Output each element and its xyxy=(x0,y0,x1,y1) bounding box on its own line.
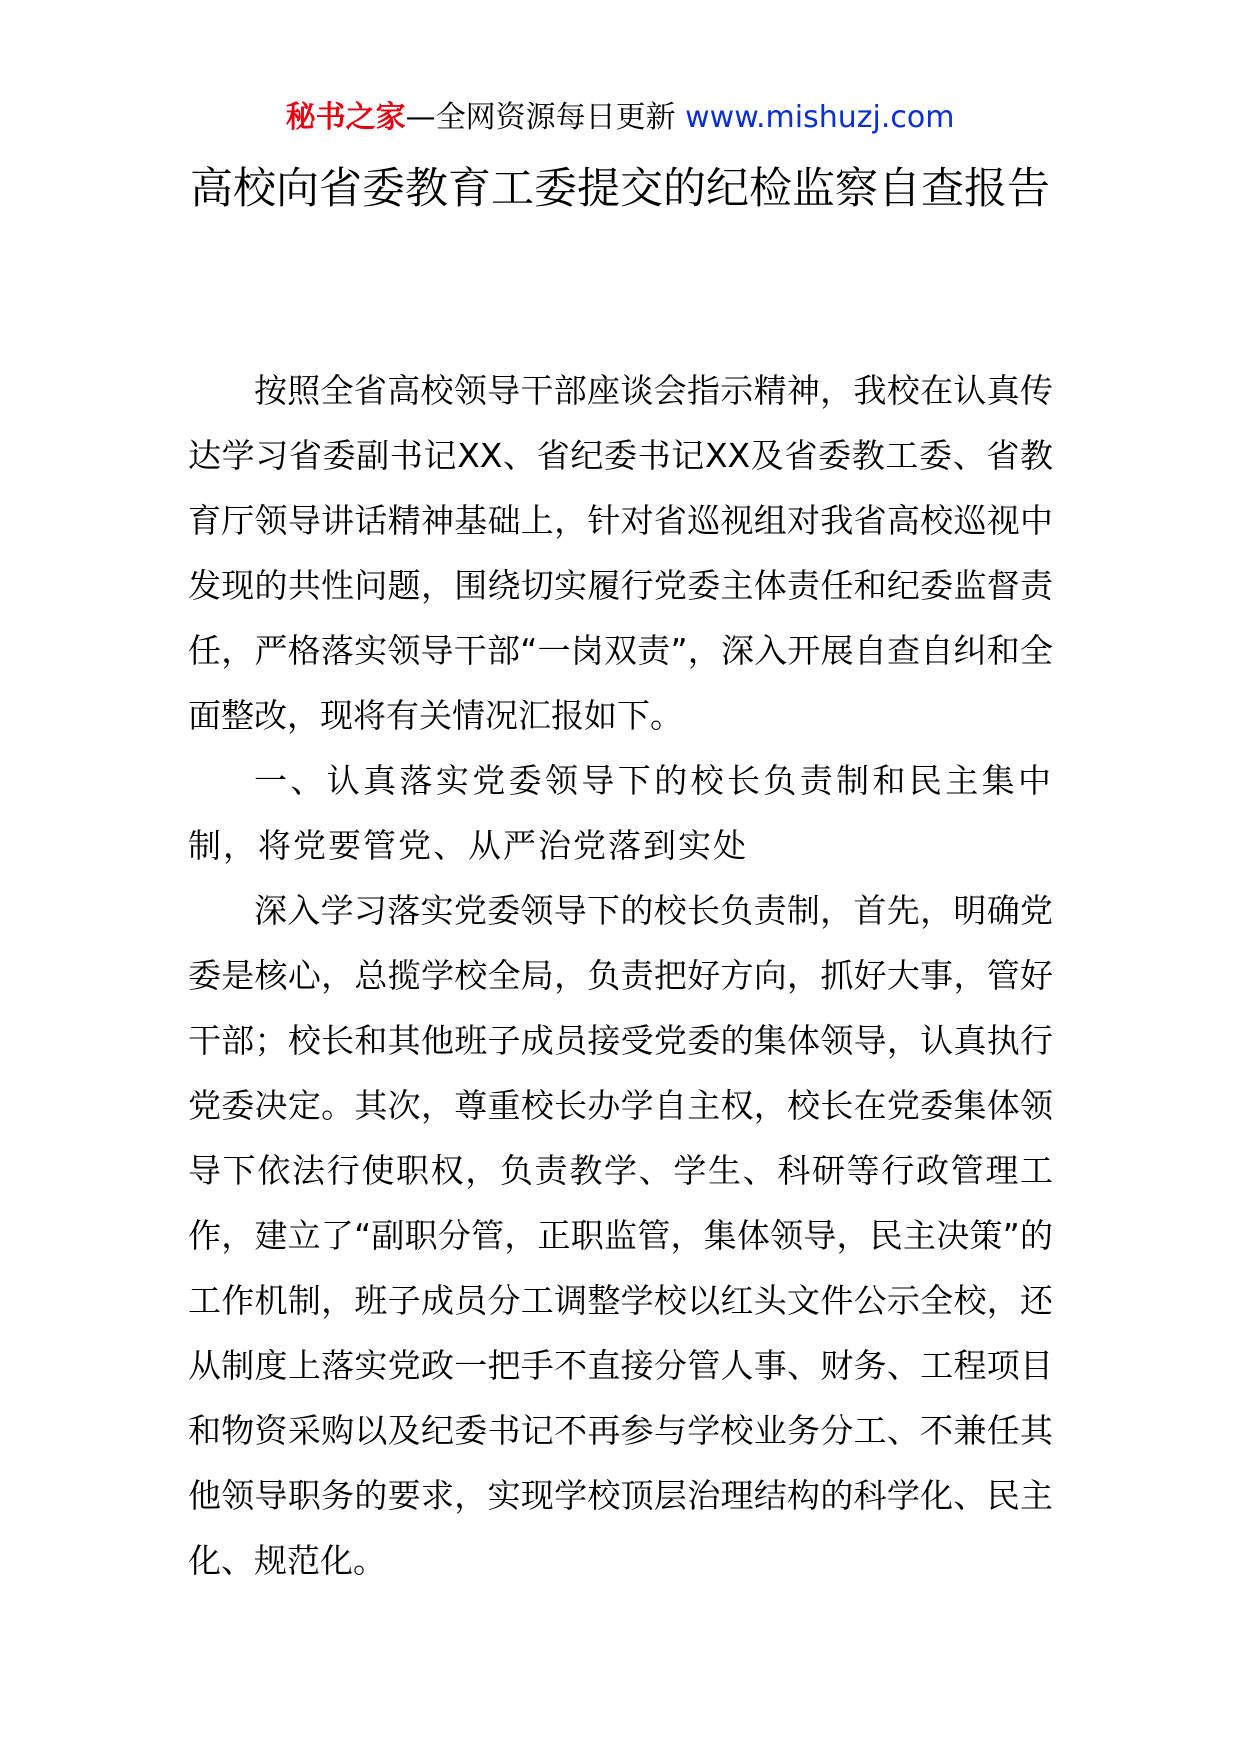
banner-tagline: —全网资源每日更新 xyxy=(405,100,676,135)
section-heading-1: 一、认真落实党委领导下的校长负责制和民主集中制，将党要管党、从严治党落到实处 xyxy=(188,761,1053,865)
section-1-paragraph: 深入学习落实党委领导下的校长负责制，首先，明确党委是核心，总揽学校全局，负责把好方向，抓好大事，管好干部；校长和其他班子成员接受党委的集体领导，认真执行党委决定。其次，尊重校长办学自主权，校长在党委集体领导下依法行使职权，负责教学、学生、科研等行政管理工作，建立了“副职分管，正职监管，集体领导，民主决策”的工作机制，班子成员分工调整学校以红头文件公示全校，还从制度上落实党政一把手不直接分管人事、财务、工程项目和物资采购以及纪委书记不再参与学校业务分工、不兼任其他领导职务的要求，实现学校顶层治理结构的科学化、民主化、规范化。 xyxy=(188,891,1053,1580)
site-banner xyxy=(0,98,1240,138)
banner-brand: 秘书之家 xyxy=(285,100,406,135)
document-title: 高校向省委教育工委提交的纪检监察自查报告 xyxy=(190,164,1050,214)
intro-paragraph: 按照全省高校领导干部座谈会指示精神，我校在认真传达学习省委副书记XX、省纪委书记XX及省委教工委、省教育厅领导讲话精神基础上，针对省巡视组对我省高校巡视中发现的共性问题，围绕切实履行党委主体责任和纪委监督责任，严格落实领导干部“一岗双责”，深入开展自查自纠和全面整改，现将有关情况汇报如下。 xyxy=(188,371,1053,735)
banner-url-link[interactable]: www.mishuzj.com xyxy=(685,100,955,135)
document-body xyxy=(188,358,1053,1593)
